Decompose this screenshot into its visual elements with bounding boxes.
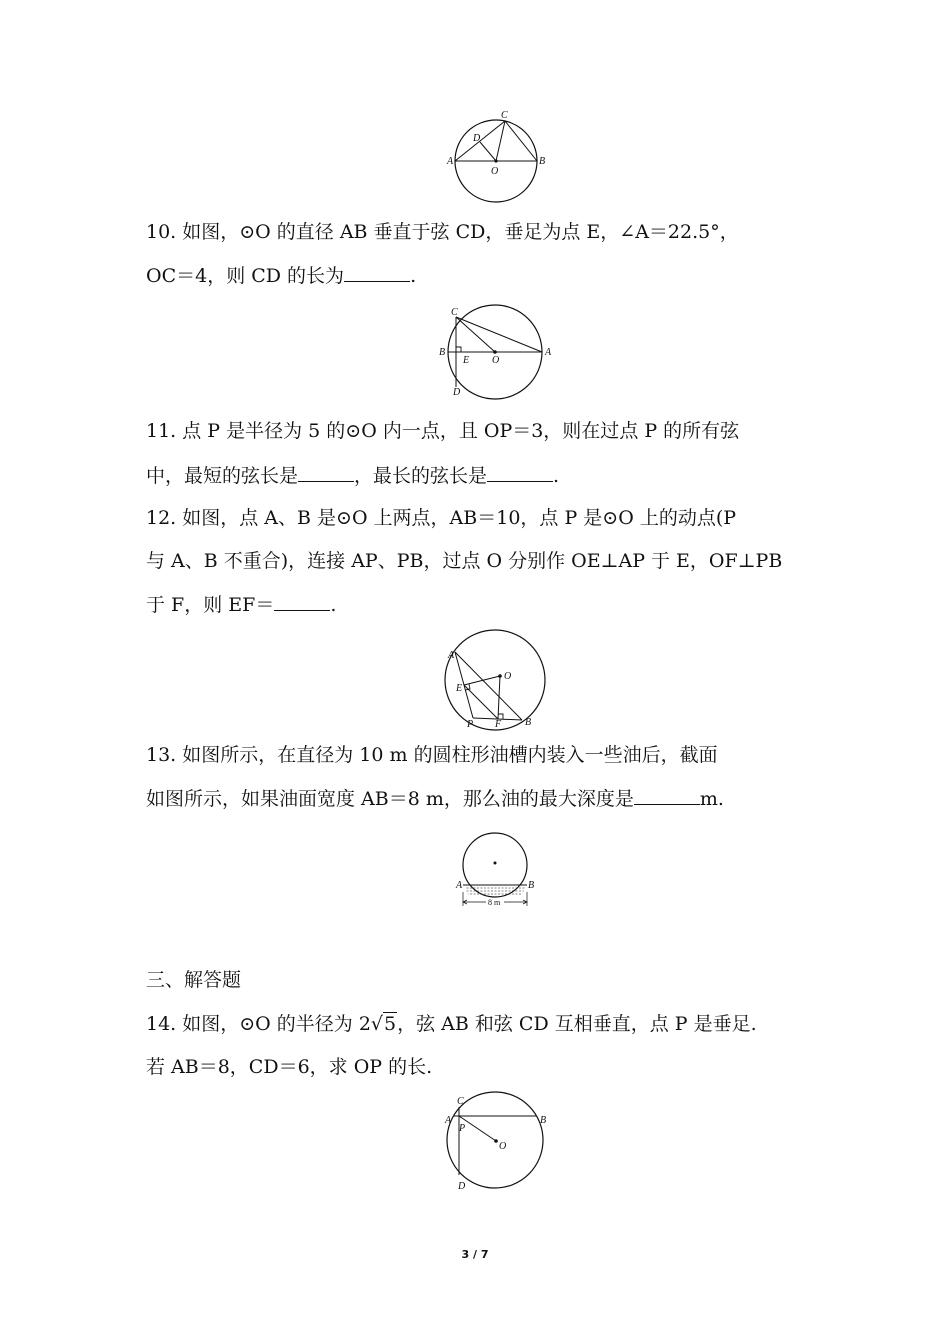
q13-line2-a: 如图所示，如果油面宽度 AB＝8 m，那么油的最大深度是 [146, 788, 634, 810]
q13-line1: 13. 如图所示，在直径为 10 m 的圆柱形油槽内装入一些油后，截面 [146, 744, 718, 766]
label-d: D [473, 133, 481, 144]
figure-q9 [447, 110, 550, 204]
q12-line3 [146, 592, 336, 617]
q10-line2-end: . [410, 265, 417, 287]
label-b: B [540, 1115, 547, 1126]
center-dot [494, 862, 497, 865]
q14-line1-b: ，弦 AB 和弦 CD 互相垂直，点 P 是垂足. [397, 1013, 757, 1035]
figure-q13 [455, 826, 545, 914]
q11-line1: 11. 点 P 是半径为 5 的⊙O 内一点，且 OP＝3，则在过点 P 的所有弦 [146, 420, 740, 442]
q13-line2 [146, 786, 724, 811]
label-p: P [459, 1123, 466, 1134]
figure-q13-svg [455, 826, 545, 914]
q10-answer-blank[interactable] [344, 263, 410, 282]
label-o: O [504, 671, 512, 682]
q14-line1-a: 14. 如图，⊙O 的半径为 2 [146, 1013, 371, 1035]
label-d: D [453, 387, 461, 398]
circle-o [445, 630, 545, 730]
figure-q12-svg [445, 628, 555, 728]
q10-line2-text: OC＝4，则 CD 的长为 [146, 265, 345, 287]
q12-answer-blank[interactable] [274, 592, 330, 611]
q11-answer-blank-1[interactable] [298, 463, 354, 482]
figure-q14-svg [440, 1092, 555, 1197]
center-dot [494, 159, 497, 162]
q11-line2-a: 中，最短的弦长是 [146, 465, 299, 487]
segment-do [480, 142, 496, 161]
label-f: F [495, 719, 502, 730]
label-e: E [463, 355, 470, 366]
segment-oe [464, 676, 500, 685]
q13-answer-blank[interactable] [634, 786, 700, 805]
label-a: A [445, 1115, 452, 1126]
q10-line2 [146, 263, 416, 288]
center-dot [498, 674, 502, 678]
label-c: C [451, 307, 458, 318]
segment-co [456, 317, 495, 352]
q12-line1: 12. 如图，点 A、B 是⊙O 上两点，AB＝10，点 P 是⊙O 上的动点(P [146, 507, 737, 529]
q12-line2: 与 A、B 不重合)，连接 AP、PB，过点 O 分别作 OE⊥AP 于 E，OF⊥PB [146, 550, 783, 572]
label-b: B [439, 347, 446, 358]
oil-hatching [463, 888, 527, 894]
figure-q14 [440, 1092, 555, 1197]
label-o: O [491, 166, 499, 177]
q14-line1 [146, 1012, 757, 1036]
label-a: A [448, 650, 455, 661]
label-c: C [501, 110, 508, 121]
label-b: B [528, 880, 535, 891]
label-width: 8 m [488, 898, 501, 907]
page-number: 3 / 7 [461, 1248, 489, 1261]
circle-o [463, 833, 527, 897]
segment-ca [456, 317, 542, 352]
q11-line2 [146, 463, 559, 488]
q12-line3-end: . [330, 594, 337, 616]
sqrt-expression [371, 1012, 397, 1036]
label-b: B [539, 156, 546, 167]
label-o: O [492, 355, 500, 366]
label-p: P [467, 719, 474, 730]
sqrt-sign-icon: √ [370, 1013, 384, 1035]
q10-line1: 10. 如图，⊙O 的直径 AB 垂直于弦 CD，垂足为点 E，∠A＝22.5°， [146, 221, 739, 243]
center-dot [494, 1139, 498, 1143]
label-a: A [545, 347, 552, 358]
label-e: E [456, 683, 463, 694]
figure-q12 [445, 628, 555, 728]
q14-line2: 若 AB＝8，CD＝6，求 OP 的长. [146, 1056, 433, 1078]
q13-line2-end: m. [699, 788, 724, 810]
figure-q10-svg [435, 305, 560, 400]
label-o: O [499, 1141, 507, 1152]
figure-q10 [435, 305, 560, 400]
q11-line2-b: ，最长的弦长是 [354, 465, 488, 487]
label-c: C [457, 1096, 464, 1107]
label-d: D [458, 1181, 466, 1192]
label-a: A [447, 156, 454, 167]
sqrt-radicand: 5 [384, 1013, 397, 1035]
center-dot [493, 350, 497, 354]
figure-q9-svg [447, 110, 550, 204]
q12-line3-a: 于 F，则 EF＝ [146, 594, 275, 616]
section-title: 三、解答题 [146, 969, 242, 991]
right-angle-mark [456, 347, 461, 352]
label-a: A [456, 880, 463, 891]
q11-line2-end: . [553, 465, 560, 487]
q11-answer-blank-2[interactable] [487, 463, 553, 482]
label-b: B [525, 717, 532, 728]
